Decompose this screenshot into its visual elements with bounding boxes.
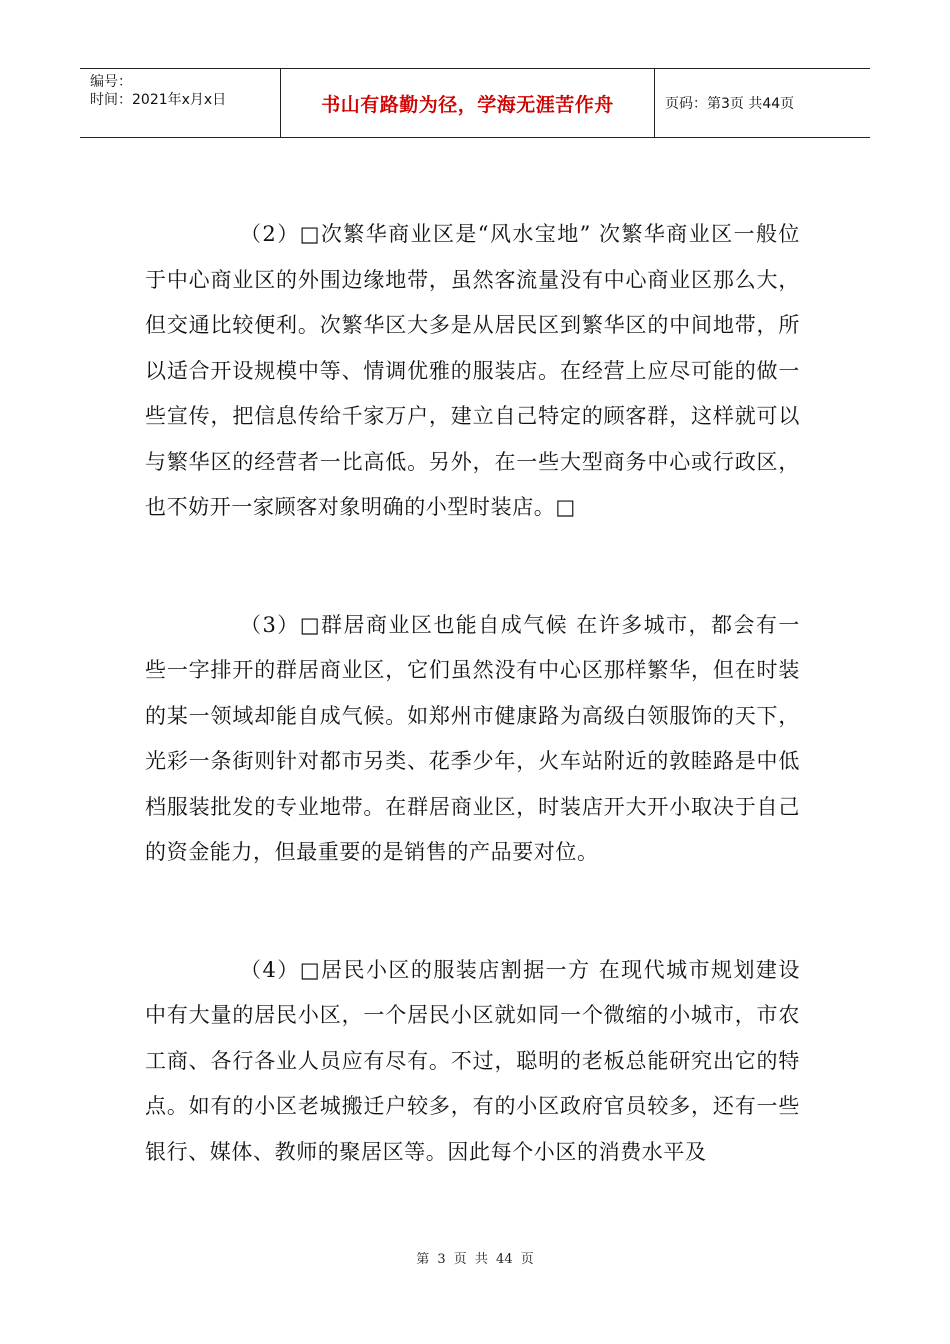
page-footer: 第 3 页 共 44 页	[416, 1252, 534, 1267]
header-meta-cell	[80, 69, 281, 137]
paragraph-residential-area-shops: （4）□居民小区的服装店割据一方 在现代城市规划建设中有大量的居民小区，一个居民小区就如同一个微缩的小城市，市农工商、各行各业人员应有尽有。不过，聪明的老板总能研究出它的特点。如有的小区老城搬迁户较多，有的小区政府官员较多，还有一些银行、媒体、教师的聚居区等。因此每个小区的消费水平及	[145, 957, 800, 1164]
paragraph-cluster-business-district: （3）□群居商业区也能自成气候 在许多城市，都会有一些一字排开的群居商业区，它们虽然没有中心区那样繁华，但在时装的某一领域却能自成气候。如郑州市健康路为高级白领服饰的天下，光彩一条街则针对都市另类、花季少年，火车站附近的敦睦路是中低档服装批发的专业地带。在群居商业区，时装店开大开小取决于自己的资金能力，但最重要的是销售的产品要对位。	[145, 612, 800, 864]
document-number-label: 编号：	[90, 74, 132, 90]
document-body	[145, 212, 800, 1175]
header-motto: 书山有路勤为径，学海无涯苦作舟	[281, 69, 655, 137]
page-header	[80, 68, 870, 138]
paragraph-secondary-business-district: （2）□次繁华商业区是“风水宝地” 次繁华商业区一般位于中心商业区的外围边缘地带，虽然客流量没有中心商业区那么大，但交通比较便利。次繁华区大多是从居民区到繁华区的中间地带，所以适合开设规模中等、情调优雅的服装店。在经营上应尽可能的做一些宣传，把信息传给千家万户，建立自己特定的顾客群，这样就可以与繁华区的经营者一比高低。另外，在一些大型商务中心或行政区，也不妨开一家顾客对象明确的小型时装店。□	[145, 222, 800, 519]
header-page-info: 页码：第3页 共44页	[665, 96, 795, 112]
document-date-label: 时间：2021年x月x日	[90, 92, 227, 108]
